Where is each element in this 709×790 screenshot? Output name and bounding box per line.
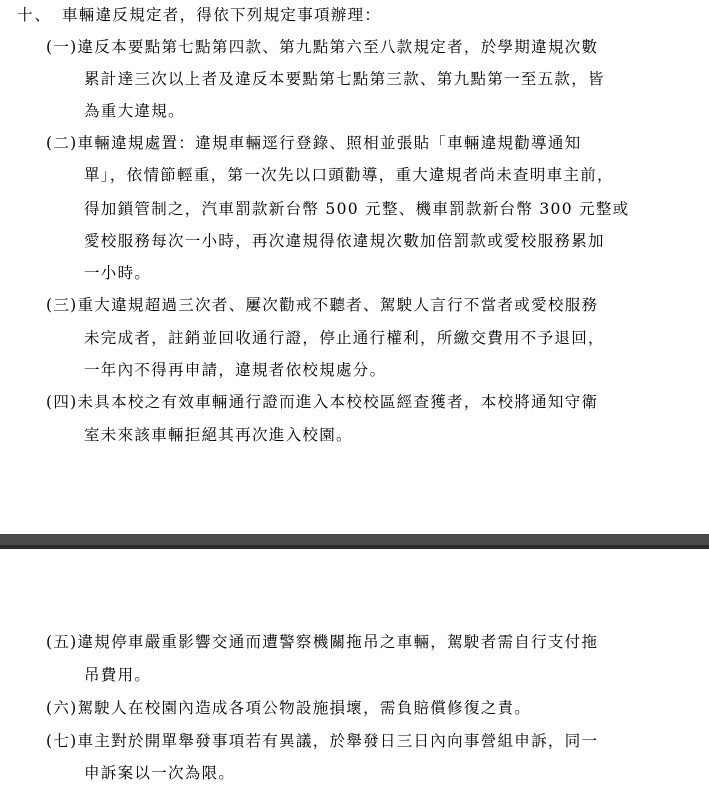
section-title: 車輛違反規定者，得依下列規定事項辦理： xyxy=(62,6,382,24)
item-2-line-2: 單」，依情節輕重，第一次先以口頭勸導，重大違規者尚未查明車主前， xyxy=(84,166,614,184)
item-1-line-1: (一)違反本要點第七點第四款、第九點第六至八款規定者，於學期違規次數 xyxy=(46,38,599,56)
item-3-line-1: (三)重大違規超過三次者、屢次勸戒不聽者、駕駛人言行不當者或愛校服務 xyxy=(46,296,599,314)
item-2-line-1: (二)車輛違規處置：違規車輛逕行登錄、照相並張貼「車輛違規勸導通知 xyxy=(46,134,582,152)
item-1-line-2: 累計達三次以上者及違反本要點第七點第三款、第九點第一至五款，皆 xyxy=(84,70,605,88)
item-2-line-4: 愛校服務每次一小時，再次違規得依違規次數加倍罰款或愛校服務累加 xyxy=(84,232,605,250)
item-3-line-2: 未完成者，註銷並回收通行證，停止通行權利，所繳交費用不予退回， xyxy=(84,329,605,347)
page-separator xyxy=(0,534,709,549)
item-4-line-2: 室未來該車輛拒絕其再次進入校園。 xyxy=(84,426,353,444)
item-4-line-1: (四)未具本校之有效車輛通行證而進入本校校區經查獲者，本校將通知守衛 xyxy=(46,393,599,411)
item-2-line-5: 一小時。 xyxy=(84,264,152,282)
item-7-line-1: (七)車主對於開單舉發事項若有異議，於舉發日三日內向事營組申訴，同一 xyxy=(46,732,599,750)
item-5-line-1: (五)違規停車嚴重影響交通而遭警察機關拖吊之車輛，駕駛者需自行支付拖 xyxy=(46,633,599,651)
item-1-line-3: 為重大違規。 xyxy=(84,102,185,120)
document-page-bottom xyxy=(0,549,709,790)
item-7-line-2: 申訴案以一次為限。 xyxy=(84,764,236,782)
section-number: 十、 xyxy=(17,6,53,24)
item-6-line-1: (六)駕駛人在校園內造成各項公物設施損壞，需負賠償修復之責。 xyxy=(46,699,532,717)
item-3-line-3: 一年內不得再申請，違規者依校規處分。 xyxy=(84,361,387,379)
item-2-line-3: 得加鎖管制之，汽車罰款新台幣 500 元整、機車罰款新台幣 300 元整或 xyxy=(84,200,630,218)
item-5-line-2: 吊費用。 xyxy=(84,666,152,684)
